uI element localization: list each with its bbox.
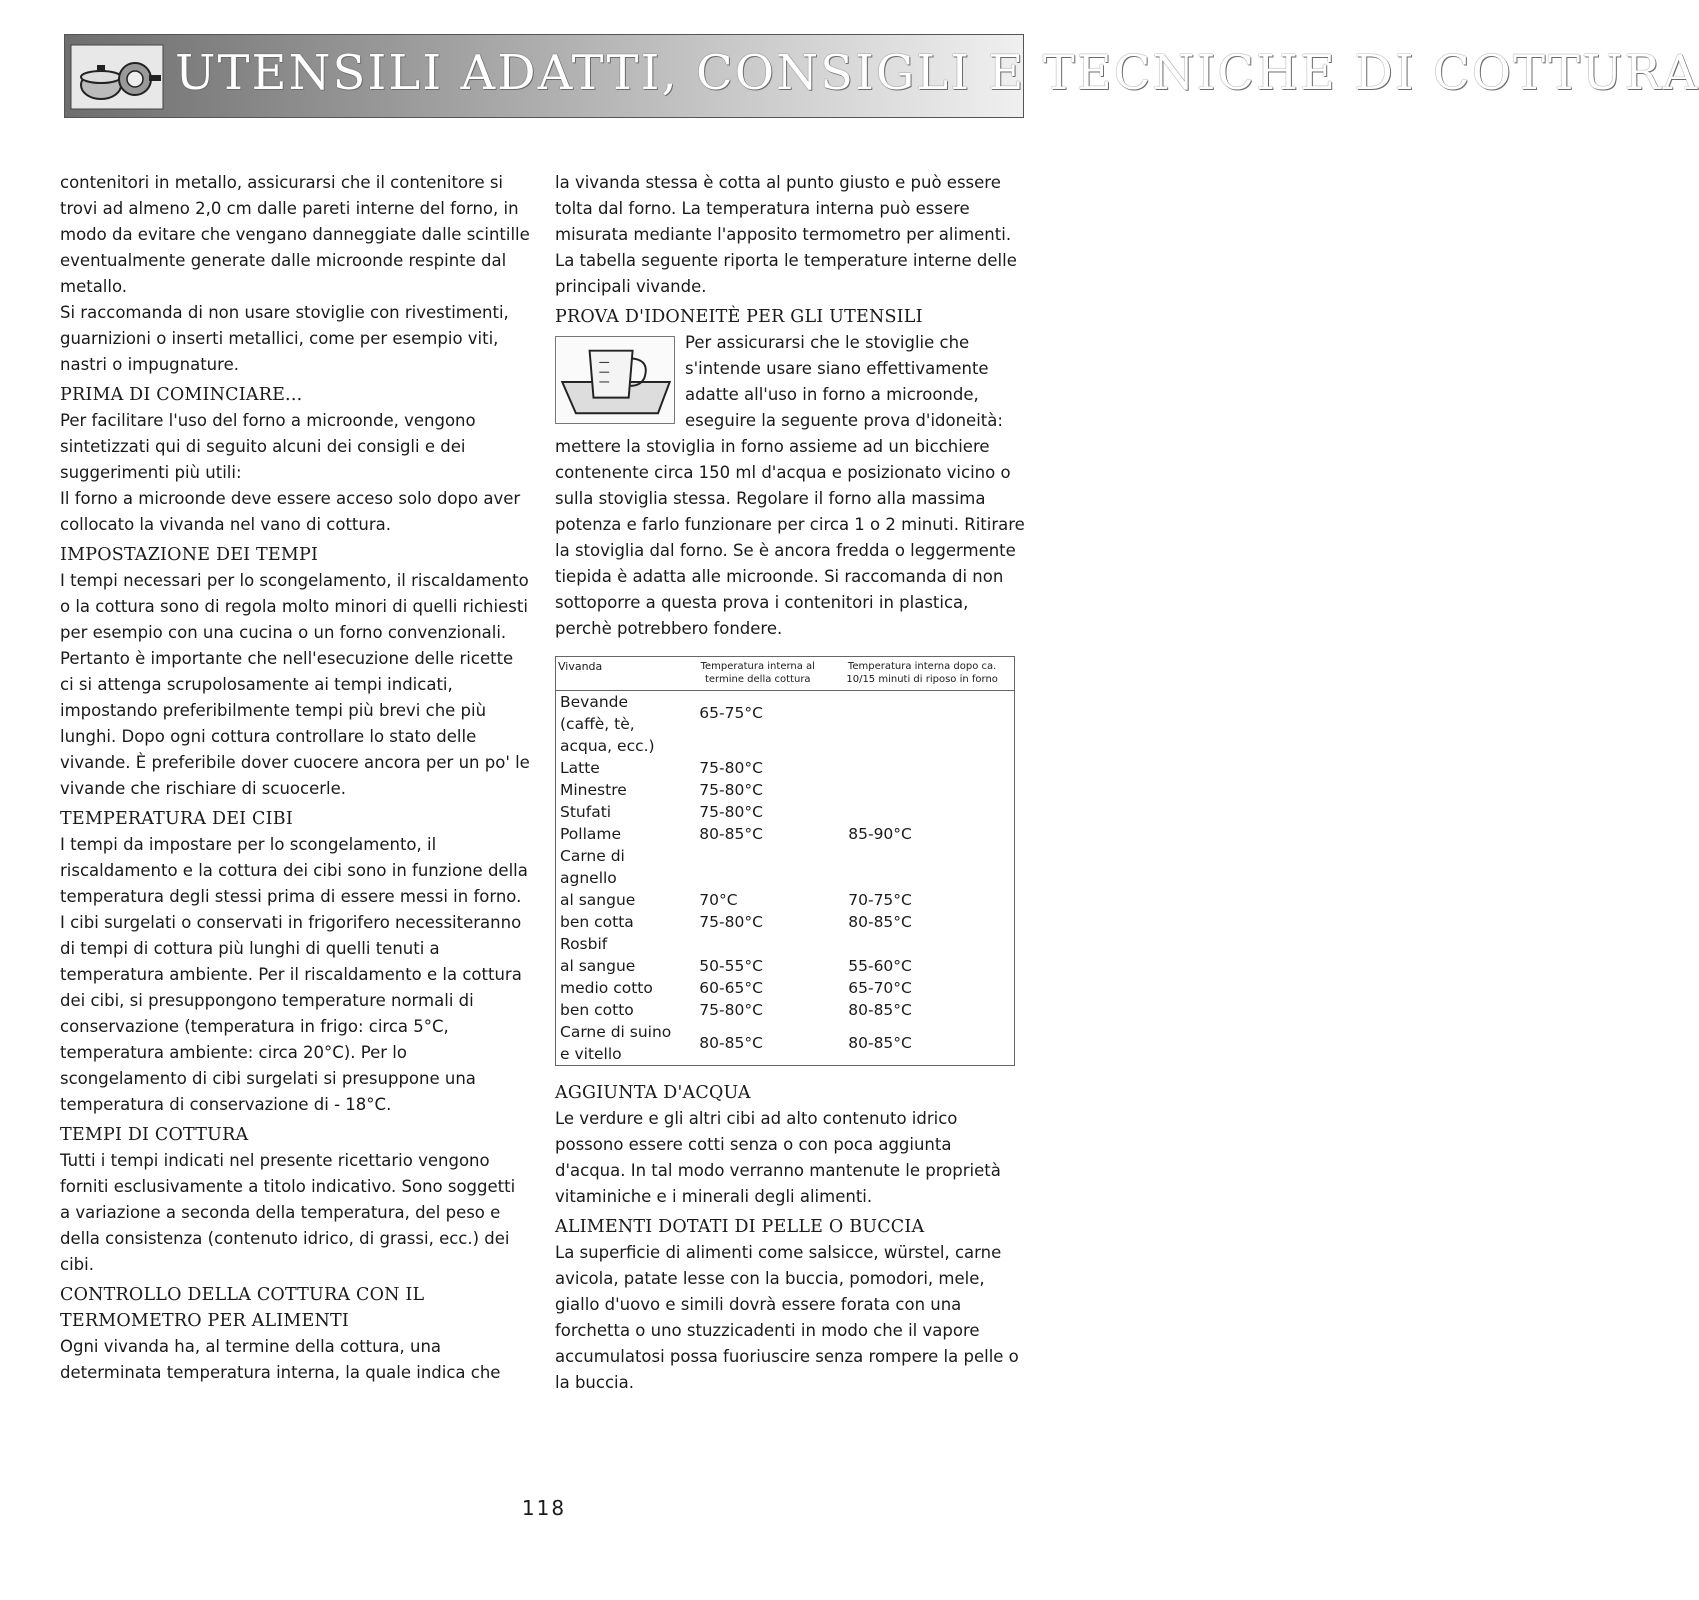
table-cell: 85-90°C (848, 825, 912, 843)
table-row (556, 779, 1015, 801)
paragraph: contenitori in metallo, assicurarsi che il contenitore si trovi ad almeno 2,0 cm dalle pareti interne del forno, in modo da evitare che vengano danneggiate dalle scintille eventualmente generate dalle microonde respinte dal metallo. (60, 173, 530, 296)
table-header-row (556, 657, 1015, 691)
measuring-jug-in-dish-icon (555, 336, 675, 424)
section-heading: PROVA D'IDONEITÈ PER GLI UTENSILI (555, 307, 923, 327)
temperature-table (555, 656, 1015, 1066)
table-cell: 70-75°C (848, 891, 912, 909)
table-cell: 80-85°C (848, 1001, 912, 1019)
section-heading: CONTROLLO DELLA COTTURA CON IL TERMOMETRO PER ALIMENTI (60, 1285, 425, 1331)
table-cell: 50-55°C (699, 957, 763, 975)
right-column (555, 170, 1025, 1396)
table-cell: 80-85°C (699, 825, 763, 843)
table-cell: 65-75°C (699, 704, 763, 722)
table-cell: Carne di agnello (560, 847, 625, 887)
table-cell (830, 779, 1014, 801)
table-row (556, 955, 1015, 977)
table-cell (830, 845, 1014, 889)
section-heading: TEMPI DI COTTURA (60, 1125, 249, 1145)
table-cell: Rosbif (560, 935, 608, 953)
table-cell: 80-85°C (699, 1034, 763, 1052)
table-cell: Carne di suino e vitello (560, 1023, 672, 1063)
table-row (556, 999, 1015, 1021)
table-row (556, 845, 1015, 889)
table-row (556, 735, 1015, 757)
table-row (556, 823, 1015, 845)
table-cell: 80-85°C (848, 1034, 912, 1052)
table-cell (685, 735, 830, 757)
paragraph: Tutti i tempi indicati nel presente ricettario vengono forniti esclusivamente a titolo indicativo. Sono soggetti a variazione a seconda della temperatura, del peso e della consistenza (contenuto idrico, di grassi, ecc.) dei cibi. (60, 1151, 516, 1274)
table-cell: acqua, ecc.) (560, 737, 655, 755)
section-heading: ALIMENTI DOTATI DI PELLE O BUCCIA (555, 1217, 925, 1237)
table-row (556, 977, 1015, 999)
table-row (556, 1021, 1015, 1066)
table-row (556, 933, 1015, 955)
table-row (556, 889, 1015, 911)
table-cell: Pollame (560, 825, 622, 843)
table-row (556, 911, 1015, 933)
table-cell: Latte (560, 759, 600, 777)
table-cell: medio cotto (560, 979, 653, 997)
table-cell (830, 757, 1014, 779)
section-heading: IMPOSTAZIONE DEI TEMPI (60, 545, 319, 565)
table-cell: Stufati (560, 803, 612, 821)
paragraph: La superficie di alimenti come salsicce, würstel, carne avicola, patate lesse con la buccia, pomodori, mele, giallo d'uovo e simili dovrà essere forata con una forchetta o uno stuzzicadenti in modo che il vapore accumulatosi possa fuoriuscire senza rompere la pelle o la buccia. (555, 1243, 1019, 1392)
paragraph: Il forno a microonde deve essere acceso solo dopo aver collocato la vivanda nel vano di cottura. (60, 489, 521, 534)
table-cell: 75-80°C (699, 803, 763, 821)
table-row (556, 757, 1015, 779)
table-cell: 55-60°C (848, 957, 912, 975)
table-cell (830, 933, 1014, 955)
table-cell (830, 691, 1014, 736)
table-cell: 80-85°C (848, 913, 912, 931)
paragraph: Le verdure e gli altri cibi ad alto contenuto idrico possono essere cotti senza o con poca aggiunta d'acqua. In tal modo verranno mantenute le proprietà vitaminiche e i minerali degli alimenti. (555, 1109, 1001, 1206)
table-cell: 65-70°C (848, 979, 912, 997)
paragraph: la vivanda stessa è cotta al punto giusto e può essere tolta dal forno. La temperatura interna può essere misurata mediante l'apposito termometro per alimenti. La tabella seguente riporta le temperature interne delle principali vivande. (555, 173, 1017, 296)
table-cell (830, 801, 1014, 823)
table-cell: al sangue (560, 957, 636, 975)
table-cell: ben cotta (560, 913, 634, 931)
paragraph: Per facilitare l'uso del forno a microonde, vengono sintetizzati qui di seguito alcuni dei consigli e dei suggerimenti più utili: (60, 411, 476, 482)
section-heading: TEMPERATURA DEI CIBI (60, 809, 293, 829)
paragraph: I tempi necessari per lo scongelamento, il riscaldamento o la cottura sono di regola molto minori di quelli richiesti per esempio con una cucina o un forno convenzionali. Pertanto è importante che nell'esecuzione delle ricette ci si attenga scrupolosamente ai tempi indicati, impostando preferibilmente tempi più brevi che più lunghi. Dopo ogni cottura controllare lo stato delle vivande. È preferibile dover cuocere ancora per un po' le vivande che rischiare di scuocerle. (60, 571, 530, 798)
column-header: Temperatura interna al termine della cottura (685, 657, 830, 691)
table-cell (685, 933, 830, 955)
cookware-icon (71, 45, 163, 109)
paragraph: Si raccomanda di non usare stoviglie con rivestimenti, guarnizioni o inserti metallici, come per esempio viti, nastri o impugnature. (60, 303, 509, 374)
suitability-test-block (555, 330, 1025, 642)
column-header: Vivanda (556, 657, 686, 691)
column-header: Temperatura interna dopo ca. 10/15 minuti di riposo in forno (830, 657, 1014, 691)
section-heading: PRIMA DI COMINCIARE... (60, 385, 303, 405)
page-title: UTENSILI ADATTI, CONSIGLI E TECNICHE DI COTTURA (175, 45, 1699, 101)
left-column (60, 170, 530, 1386)
table-cell: 70°C (699, 891, 738, 909)
paragraph: I tempi da impostare per lo scongelamento, il riscaldamento e la cottura dei cibi sono in funzione della temperatura degli stessi prima di essere messi in forno. I cibi surgelati o conservati in frigorifero necessiteranno di tempi di cottura più lunghi di quelli tenuti a temperatura ambiente. Per il riscaldamento e la cottura dei cibi, si presuppongono temperature normali di conservazione (temperatura in frigo: circa 5°C, temperatura ambiente: circa 20°C). Per lo scongelamento di cibi surgelati si presuppone una temperatura di conservazione di - 18°C. (60, 835, 528, 1114)
table-cell: Bevande (caffè, tè, (560, 693, 635, 733)
table-cell: 75-80°C (699, 1001, 763, 1019)
table-row (556, 691, 1015, 736)
section-heading: AGGIUNTA D'ACQUA (555, 1083, 751, 1103)
table-cell (830, 735, 1014, 757)
table-cell: 75-80°C (699, 781, 763, 799)
table-cell: Minestre (560, 781, 627, 799)
table-cell: al sangue (560, 891, 636, 909)
table-cell (685, 845, 830, 889)
page-number: 118 (521, 1496, 567, 1520)
paragraph: Ogni vivanda ha, al termine della cottura, una determinata temperatura interna, la quale indica che (60, 1337, 501, 1382)
table-cell: 75-80°C (699, 759, 763, 777)
table-cell: 60-65°C (699, 979, 763, 997)
table-cell: 75-80°C (699, 913, 763, 931)
table-cell: ben cotto (560, 1001, 634, 1019)
paragraph: Per assicurarsi che le stoviglie che s'intende usare siano effettivamente adatte all'uso in forno a microonde, eseguire la seguente prova d'idoneità: mettere la stoviglia in forno assieme ad un bicchiere contenente circa 150 ml d'acqua e posizionato vicino o sulla stoviglia stessa. Regolare il forno alla massima potenza e farlo funzionare per circa 1 o 2 minuti. Ritirare la stoviglia dal forno. Se è ancora fredda o leggermente tiepida è adatta alle microonde. Si raccomanda di non sottoporre a questa prova i contenitori in plastica, perchè potrebbero fondere. (555, 333, 1025, 638)
table-row (556, 801, 1015, 823)
page-header-banner (64, 34, 1699, 118)
